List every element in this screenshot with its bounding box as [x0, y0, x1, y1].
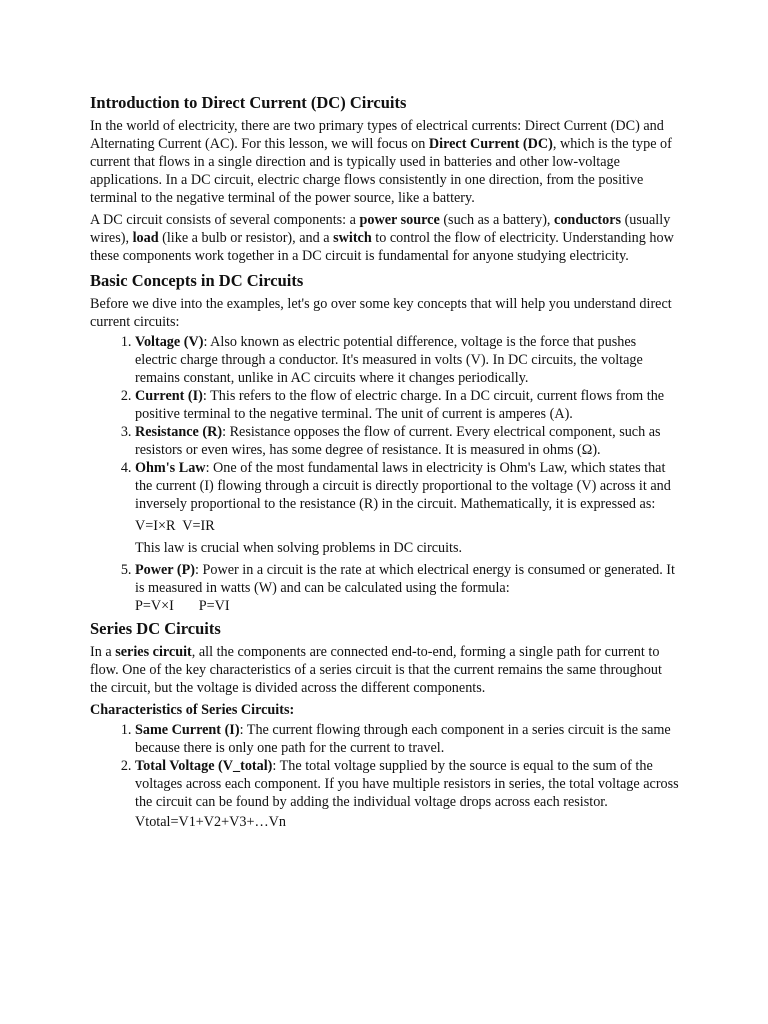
formula: V=I×R V=IR [135, 518, 215, 534]
list-item [135, 423, 680, 459]
text-run: In the world of electricity, there are two primary types of electrical currents: Direct Current (DC) and Alternating Current (AC). For this lesson, we will focus on [90, 118, 664, 152]
series-subheading: Characteristics of Series Circuits: [90, 702, 295, 718]
series-list [90, 721, 680, 831]
bold-term: Current (I) [135, 388, 203, 404]
text-run: (usually wires), [90, 212, 671, 246]
basics-list [90, 333, 680, 615]
bold-term: Resistance (R) [135, 424, 223, 440]
basics-lead: Before we dive into the examples, let's go over some key concepts that will help you understand direct current circuits: [90, 296, 672, 330]
intro-paragraph-1 [90, 117, 680, 207]
text-run: : One of the most fundamental laws in electricity is Ohm's Law, which states that the current (I) flowing through a circuit is directly proportional to the voltage (V) across it and inversely proportional to the resistance (R) in the circuit. Mathematically, it is expressed as: [135, 460, 671, 512]
list-item [135, 333, 680, 387]
list-item [135, 721, 680, 757]
bold-term: load [132, 230, 159, 246]
document-content [90, 93, 680, 835]
basics-heading: Basic Concepts in DC Circuits [90, 271, 304, 290]
bold-term: switch [333, 230, 372, 246]
formula: Vtotal=V1+V2+V3+…Vn [135, 814, 287, 830]
text-run: (such as a battery), [439, 212, 555, 228]
intro-paragraph-2 [90, 211, 680, 265]
text-run: , all the components are connected end-to-end, forming a single path for current to flow. One of the key characteristics of a series circuit is that the current remains the same throughout the circuit, but the voltage is divided across the different components. [90, 644, 662, 696]
bold-term: Ohm's Law [135, 460, 206, 476]
list-item [135, 387, 680, 423]
bold-term: Total Voltage (V_total) [135, 758, 273, 774]
text-run: , which is the type of current that flows in a single direction and is typically used in batteries and other low-voltage applications. In a DC circuit, electric charge flows consistently in one direction, from the positive terminal to the negative terminal of the power source, like a battery. [90, 136, 672, 206]
bold-term: Same Current (I) [135, 722, 240, 738]
bold-term: conductors [554, 212, 622, 228]
formula-note: This law is crucial when solving problems in DC circuits. [135, 540, 463, 556]
text-run: : Also known as electric potential difference, voltage is the force that pushes electric charge through a conductor. It's measured in volts (V). In DC circuits, the voltage remains constant, unlike in AC circuits where it changes periodically. [135, 334, 643, 386]
text-run: : Resistance opposes the flow of current. Every electrical component, such as resistors or even wires, has some degree of resistance. It is measured in ohms (Ω). [135, 424, 661, 458]
list-item [135, 561, 680, 615]
bold-term: Power (P) [135, 562, 196, 578]
bold-term: Direct Current (DC) [428, 136, 553, 152]
list-item [135, 757, 680, 831]
text-run: In a [90, 644, 116, 660]
intro-heading: Introduction to Direct Current (DC) Circuits [90, 93, 407, 112]
text-run: : The current flowing through each component in a series circuit is the same because there is only one path for the current to travel. [135, 722, 671, 756]
text-run: (like a bulb or resistor), and a [158, 230, 334, 246]
text-run: A DC circuit consists of several components: a [90, 212, 360, 228]
text-run: : The total voltage supplied by the source is equal to the sum of the voltages across each component. If you have multiple resistors in series, the total voltage across the circuit can be found by adding the individual voltage drops across each resistor. [135, 758, 679, 810]
list-item [135, 459, 680, 557]
formula: P=V×I P=VI [135, 598, 230, 614]
text-run: to control the flow of electricity. Understanding how these components work together in a DC circuit is fundamental for anyone studying electricity. [90, 230, 674, 264]
series-heading: Series DC Circuits [90, 619, 221, 638]
bold-term: power source [359, 212, 440, 228]
text-run: : Power in a circuit is the rate at which electrical energy is consumed or generated. It is measured in watts (W) and can be calculated using the formula: [135, 562, 675, 596]
bold-term: series circuit [115, 644, 192, 660]
text-run: : This refers to the flow of electric charge. In a DC circuit, current flows from the positive terminal to the negative terminal. The unit of current is amperes (A). [135, 388, 665, 422]
series-paragraph [90, 643, 680, 697]
bold-term: Voltage (V) [135, 334, 204, 350]
